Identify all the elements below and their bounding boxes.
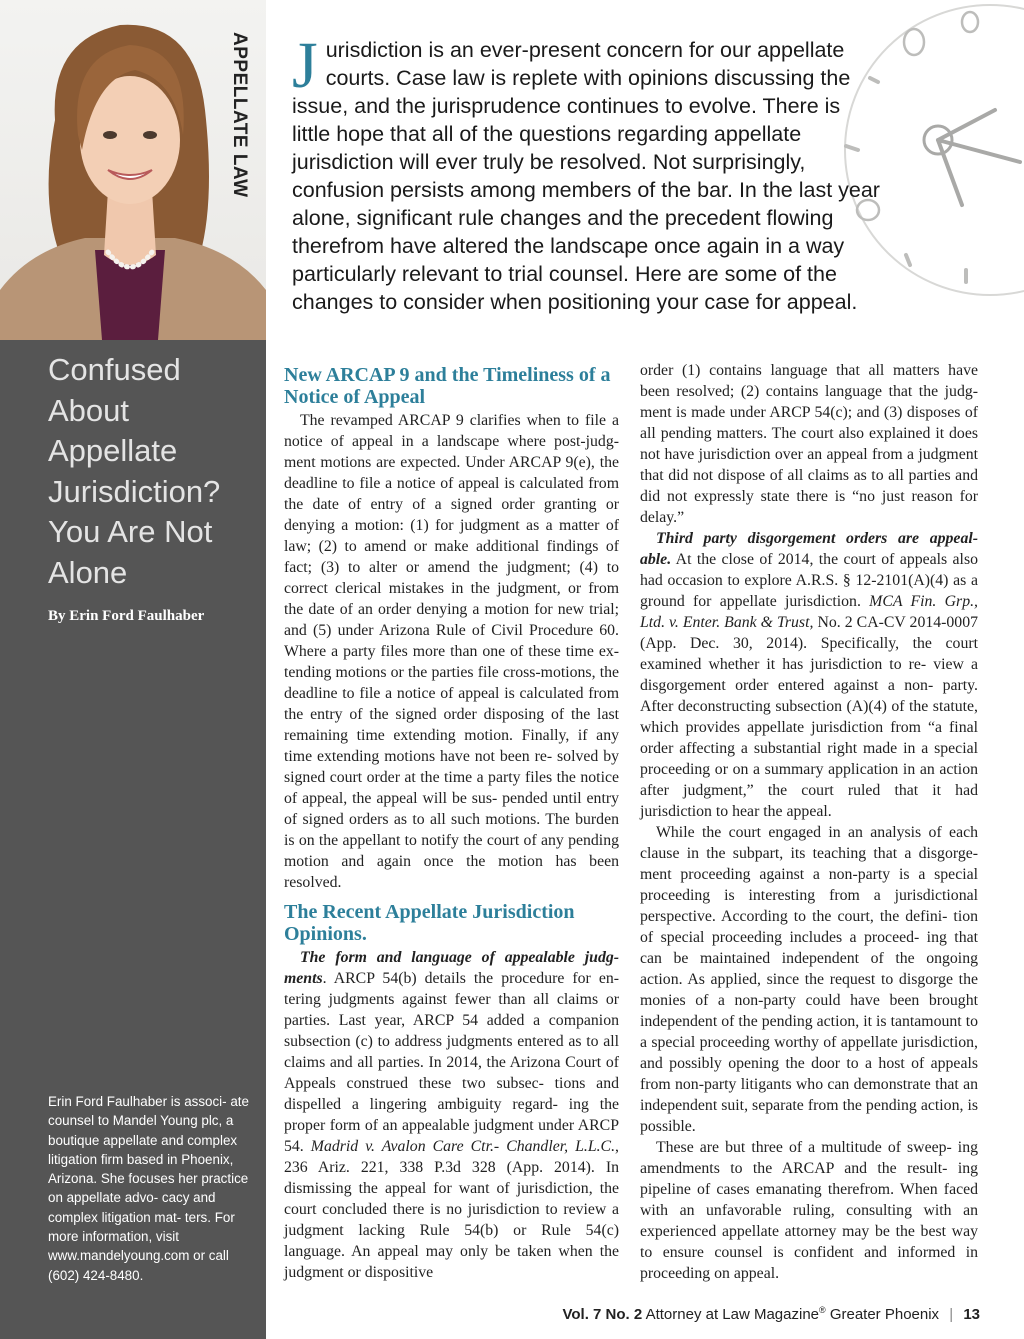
registered-mark: ® xyxy=(819,1305,826,1315)
author-bio: Erin Ford Faulhaber is associ- ate counsel to Mandel Young plc, a boutique appellate and complex litigation firm based in Phoenix, Arizona. She focuses her practice on appellate advo- cacy and complex litigation mat- ters. For more information, visit www.mandelyoung.com or call (602) 424-8480. xyxy=(48,1094,249,1283)
footer-separator: | xyxy=(949,1306,954,1323)
lead-in: Third party disgorgement orders are appeal- able. xyxy=(640,530,978,568)
page-number: 13 xyxy=(963,1306,980,1323)
section-heading: New ARCAP 9 and the Timeliness of a Notice of Appeal xyxy=(284,364,611,408)
body-paragraph xyxy=(284,947,619,1283)
article-column-1 xyxy=(284,364,619,1283)
body-paragraph: order (1) contains language that all matters have been resolved; (2) contains language that the judg- ment is made under ARCP 54(c); and (3) disposes of all pending matters. The court also explained it does not have jurisdiction over an appeal from a judgment that did not dispose of all claims as to all parties and did not expressly state there is “no just reason for delay.” xyxy=(640,362,978,526)
title-line: About xyxy=(48,392,130,428)
body-text: At the close of 2014, the court of appeals also had occasion to explore A.R.S. § 12-2101(A)(4) as a ground for appellate jurisdiction. xyxy=(640,551,978,610)
body-text: . ARCP 54(b) details the procedure for en- tering judgments against fewer than all claims or parties. Last year, ARCP 54 added a companion subsection (c) to address judgments entered as to all claims and all parties. In 2014, the Arizona Court of Appeals construed these two subsec- tions and dispelled a lingering ambiguity regard- ing the proper form of an appealable judgment under ARCP 54. xyxy=(284,970,619,1155)
drop-cap: J xyxy=(292,29,318,102)
body-paragraph: These are but three of a multitude of sweep- ing amendments to the ARCAP and the result- ing pipeline of cases emanating therefrom. When faced with an unfavorable ruling, consulting with an experienced appellate attorney may be the best way to ensure counsel is confident and informed in proceeding on appeal. xyxy=(640,1139,978,1282)
body-text: , 236 Ariz. 221, 338 P.3d 328 (App. 2014). In dismissing the appeal for want of jurisdiction, the court concluded there is no jurisdiction to review a judgment lacking Rule 54(b) or Rule 54(c) language. An appeal may only be taken when the judgment or dispositive xyxy=(284,1138,619,1281)
case-citation: MCA Fin. Grp., Ltd. v. Enter. Bank & Trust, xyxy=(640,593,978,631)
title-line: Jurisdiction? xyxy=(48,473,221,509)
article-column-2 xyxy=(640,360,978,1284)
body-paragraph xyxy=(640,528,978,822)
title-line: Confused xyxy=(48,352,181,387)
title-line: Appellate xyxy=(48,433,178,468)
byline: By Erin Ford Faulhaber xyxy=(48,608,205,624)
title-line: You Are Not xyxy=(48,514,213,549)
title-line: Alone xyxy=(48,554,128,590)
body-paragraph: While the court engaged in an analysis of each clause in the subpart, its teaching that a disgorge- ment proceeding against a non-party is a special proceeding is interesting from a jurisdictional perspective. According to the court, the defini- tion of special proceeding includes a proceed- ing that can be maintained independent of the ongoing action. As applied, since the request to disgorge the monies of a non-party could have been brought independent of the pending action, it is tantamount to a special proceeding worthy of appellate jurisdiction, and possibly opening the door to a host of appeals from non-party litigants who can demonstrate that an independent suit, separate from the pending action, is possible. xyxy=(640,824,978,1135)
article-title xyxy=(48,350,258,593)
lead-in: The form and language of appealable judg- ments xyxy=(284,949,619,987)
volume-number: Vol. 7 No. 2 xyxy=(562,1306,643,1323)
page-footer xyxy=(562,1305,980,1323)
body-text: No. 2 CA-CV 2014-0007 (App. Dec. 30, 2014). Specifically, the court examined whether it has jurisdiction to re- view a disgorgement order entered against a non- party. After deconstructing subsection (A)(4) of the statute, which provides appellate jurisdiction from “a final order affecting a substantial right made in a special proceeding or on a summary application in an action after judgment,” the court ruled that it had jurisdiction to hear the appeal. xyxy=(640,614,978,820)
section-label: APPELLATE LAW xyxy=(229,32,250,198)
intro-text: urisdiction is an ever-present concern for our appellate courts. Case law is replete with opinions discussing the issue, and the jurisprudence continues to evolve. There is little hope that all of the questions regarding appellate jurisdiction will ever truly be resolved. Not surprisingly, confusion persists among members of the bar. In the last year alone, significant rule changes and the precedent flowing therefrom have altered the landscape once again in a way particularly relevant to trial counsel. Here are some of the changes to consider when positioning your case for appeal. xyxy=(292,38,880,314)
body-paragraph: The revamped ARCAP 9 clarifies when to file a notice of appeal in a landscape where post-judg- ment motions are expected. Under ARCAP 9(e), the deadline to file a notice of appeal is calculated from the date of entry of a signed order granting or denying a motion: (1) for judgment as a matter of law; (2) to amend or make additional findings of fact; (3) to alter or amend the judgment; (4) to correct clerical mistakes in the judgment, or from the date of an order denying a motion for new trial; and (5) under Arizona Rule of Civil Procedure 60. Where a party files more than one of these time ex- tending motions or the parties file cross-motions, the deadline to file a notice of appeal is calculated from the entry of the signed order disposing of the last remaining time extending motion. Finally, if any time extending motions have not been re- solved by signed court order at the time a party files the notice of appeal, the appeal will be sus- pended until entry of signed orders as to all such motions. The burden is on the appellant to notify the court of any pending motion and again once the motion has been resolved. xyxy=(284,412,619,891)
magazine-name: Attorney at Law Magazine xyxy=(645,1306,820,1323)
author-photo xyxy=(0,0,266,340)
intro-paragraph xyxy=(292,29,882,316)
case-citation: Madrid v. Avalon Care Ctr.- Chandler, L.L.C. xyxy=(310,1138,616,1155)
edition-name: Greater Phoenix xyxy=(829,1306,940,1323)
section-heading: The Recent Appellate Jurisdiction Opinions. xyxy=(284,901,575,945)
